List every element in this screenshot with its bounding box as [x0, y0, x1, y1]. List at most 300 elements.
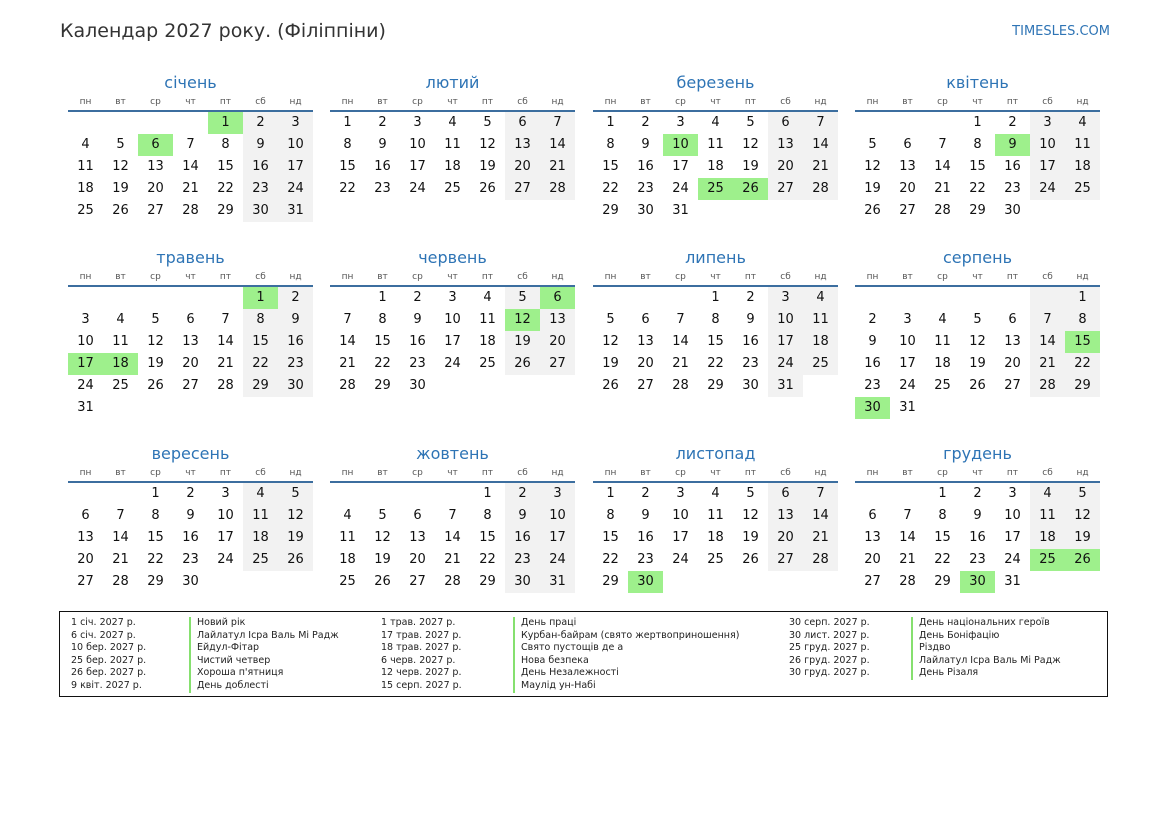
day-cell: 19	[742, 530, 759, 545]
day-cell: 27	[864, 574, 881, 589]
holiday-date: 1 січ. 2027 р.	[71, 617, 136, 628]
day-cell: 10	[672, 508, 689, 523]
day-cell: 5	[868, 137, 877, 152]
day-cell: 9	[505, 505, 540, 527]
day-cell: 18	[479, 334, 496, 349]
month-name: серпень	[943, 248, 1012, 267]
day-cell: 25	[934, 378, 951, 393]
holiday-name: Лайлатул Ісра Валь Мі Радж	[189, 630, 339, 643]
holiday-date: 12 черв. 2027 р.	[381, 667, 462, 679]
day-cell: 25	[803, 353, 838, 375]
day-cell: 28	[112, 574, 129, 589]
empty-cell	[138, 287, 173, 309]
weekday-label: вт	[902, 97, 913, 107]
day-cell: 18	[934, 356, 951, 371]
day-cell: 10	[1004, 508, 1021, 523]
holiday-date: 30 груд. 2027 р.	[789, 667, 870, 679]
day-cell: 18	[243, 527, 278, 549]
day-cell: 27	[147, 203, 164, 218]
legend-dates-column	[381, 617, 462, 693]
day-cell: 16	[742, 334, 759, 349]
day-cell: 19	[602, 356, 619, 371]
day-cell: 23	[505, 549, 540, 571]
legend-dates-column	[789, 617, 870, 680]
day-cell: 15	[374, 334, 391, 349]
day-cell: 24	[672, 181, 689, 196]
day-cell: 4	[1030, 483, 1065, 505]
holiday-name: Маулід ун-Набі	[513, 680, 739, 693]
day-cell: 11	[77, 159, 94, 174]
weekday-label: чт	[185, 97, 196, 107]
day-cell: 19	[969, 356, 986, 371]
day-cell: 9	[746, 312, 755, 327]
weekday-label: пн	[341, 468, 354, 478]
day-cell: 10	[663, 134, 698, 156]
day-cell: 26	[969, 378, 986, 393]
weekday-label: пт	[219, 97, 232, 107]
day-cell: 4	[116, 312, 125, 327]
day-cell: 28	[803, 178, 838, 200]
day-cell: 6	[81, 508, 90, 523]
day-cell: 7	[803, 483, 838, 505]
day-cell: 8	[938, 508, 947, 523]
day-cell: 27	[768, 178, 803, 200]
day-cell: 24	[444, 356, 461, 371]
weekday-label: пт	[1006, 272, 1019, 282]
day-cell: 2	[186, 486, 195, 501]
day-cell: 15	[339, 159, 356, 174]
day-cell: 11	[1030, 505, 1065, 527]
empty-cell	[925, 112, 960, 134]
day-cell: 20	[899, 181, 916, 196]
weekday-label: ср	[675, 272, 686, 282]
day-cell: 15	[243, 331, 278, 353]
day-cell: 1	[208, 112, 243, 134]
day-cell: 25	[1030, 549, 1065, 571]
day-cell: 30	[409, 378, 426, 393]
day-cell: 23	[278, 353, 313, 375]
empty-cell	[960, 287, 995, 309]
day-cell: 8	[1065, 309, 1100, 331]
weekday-label: пт	[219, 468, 232, 478]
holiday-name: Чистий четвер	[189, 655, 339, 668]
day-cell: 17	[540, 527, 575, 549]
day-cell: 24	[899, 378, 916, 393]
day-cell: 17	[217, 530, 234, 545]
day-cell: 7	[343, 312, 352, 327]
day-cell: 17	[899, 356, 916, 371]
day-cell: 23	[742, 356, 759, 371]
day-cell: 4	[803, 287, 838, 309]
day-cell: 30	[637, 203, 654, 218]
weekday-label: пн	[866, 97, 879, 107]
day-cell: 15	[969, 159, 986, 174]
day-cell: 19	[864, 181, 881, 196]
day-cell: 15	[602, 530, 619, 545]
weekday-label: вт	[902, 272, 913, 282]
day-cell: 17	[1004, 530, 1021, 545]
weekday-label: сб	[780, 272, 791, 282]
weekday-label: сб	[517, 468, 528, 478]
day-cell: 31	[278, 200, 313, 222]
weekday-label: чт	[972, 97, 983, 107]
day-cell: 28	[444, 574, 461, 589]
day-cell: 2	[505, 483, 540, 505]
legend-names-column	[189, 617, 339, 693]
day-cell: 20	[768, 527, 803, 549]
day-cell: 19	[147, 356, 164, 371]
day-cell: 6	[768, 112, 803, 134]
day-cell: 19	[112, 181, 129, 196]
day-cell: 23	[969, 552, 986, 567]
weekday-label: пт	[481, 468, 494, 478]
weekday-header	[593, 269, 838, 287]
day-cell: 22	[1065, 353, 1100, 375]
empty-cell	[138, 397, 173, 419]
empty-cell	[103, 397, 138, 419]
day-cell: 16	[864, 356, 881, 371]
day-cell: 30	[742, 378, 759, 393]
weekday-label: пн	[79, 97, 92, 107]
day-cell: 17	[1030, 156, 1065, 178]
day-cell: 9	[243, 134, 278, 156]
day-cell: 22	[969, 181, 986, 196]
day-cell: 4	[711, 115, 720, 130]
day-cell: 12	[112, 159, 129, 174]
weekday-label: пн	[604, 97, 617, 107]
empty-cell	[68, 112, 103, 134]
day-cell: 7	[903, 508, 912, 523]
weekday-header	[855, 269, 1100, 287]
weekday-label: пт	[481, 272, 494, 282]
day-cell: 24	[1030, 178, 1065, 200]
day-cell: 16	[409, 334, 426, 349]
day-cell: 25	[698, 178, 733, 200]
empty-cell	[1030, 200, 1065, 222]
day-cell: 24	[540, 549, 575, 571]
day-cell: 2	[973, 486, 982, 501]
day-cell: 2	[1008, 115, 1017, 130]
weekday-header	[855, 94, 1100, 112]
legend-names-column	[513, 617, 739, 693]
day-cell: 27	[77, 574, 94, 589]
day-cell: 7	[1030, 309, 1065, 331]
day-cell: 16	[505, 527, 540, 549]
day-cell: 26	[278, 549, 313, 571]
weekday-label: нд	[814, 97, 827, 107]
day-cell: 13	[182, 334, 199, 349]
day-cell: 5	[606, 312, 615, 327]
day-cell: 5	[746, 486, 755, 501]
day-cell: 14	[803, 505, 838, 527]
day-cell: 6	[903, 137, 912, 152]
day-cell: 12	[374, 530, 391, 545]
empty-cell	[208, 397, 243, 419]
empty-cell	[1065, 397, 1100, 419]
holiday-date: 10 бер. 2027 р.	[71, 642, 147, 654]
day-cell: 24	[77, 378, 94, 393]
empty-cell	[68, 287, 103, 309]
day-cell: 31	[899, 400, 916, 415]
day-cell: 4	[448, 115, 457, 130]
day-cell: 25	[479, 356, 496, 371]
day-cell: 12	[278, 505, 313, 527]
empty-cell	[330, 287, 365, 309]
weekday-label: сб	[1042, 468, 1053, 478]
weekday-label: пн	[604, 272, 617, 282]
day-cell: 11	[112, 334, 129, 349]
day-cell: 25	[77, 203, 94, 218]
day-cell: 26	[733, 178, 768, 200]
day-cell: 13	[540, 309, 575, 331]
weekday-label: пт	[1006, 97, 1019, 107]
month-6	[330, 247, 575, 397]
day-cell: 13	[899, 159, 916, 174]
empty-cell	[855, 112, 890, 134]
days-grid	[330, 112, 575, 200]
day-cell: 26	[602, 378, 619, 393]
holiday-date: 17 трав. 2027 р.	[381, 629, 462, 641]
empty-cell	[890, 112, 925, 134]
empty-cell	[593, 287, 628, 309]
day-cell: 6	[1008, 312, 1017, 327]
page-title: Календар 2027 року. (Філіппіни)	[60, 20, 386, 42]
weekday-label: нд	[814, 272, 827, 282]
day-cell: 15	[934, 530, 951, 545]
day-cell: 28	[1030, 375, 1065, 397]
day-cell: 31	[768, 375, 803, 397]
day-cell: 18	[707, 530, 724, 545]
day-cell: 8	[221, 137, 230, 152]
day-cell: 20	[77, 552, 94, 567]
weekday-label: сб	[1042, 272, 1053, 282]
day-cell: 27	[182, 378, 199, 393]
day-cell: 22	[602, 181, 619, 196]
days-grid	[593, 483, 838, 593]
day-cell: 20	[505, 156, 540, 178]
empty-cell	[698, 200, 733, 222]
month-name: квітень	[946, 73, 1009, 92]
day-cell: 14	[217, 334, 234, 349]
day-cell: 23	[243, 178, 278, 200]
day-cell: 26	[112, 203, 129, 218]
day-cell: 7	[221, 312, 230, 327]
weekday-label: нд	[289, 97, 302, 107]
weekday-label: сб	[517, 97, 528, 107]
day-cell: 11	[1065, 134, 1100, 156]
day-cell: 25	[707, 552, 724, 567]
weekday-label: сб	[255, 97, 266, 107]
holiday-name: Різдво	[911, 642, 1061, 655]
empty-cell	[278, 571, 313, 593]
day-cell: 8	[151, 508, 160, 523]
day-cell: 21	[803, 527, 838, 549]
day-cell: 1	[606, 115, 615, 130]
day-cell: 21	[444, 552, 461, 567]
days-grid	[68, 483, 313, 593]
day-cell: 24	[409, 181, 426, 196]
day-cell: 31	[540, 571, 575, 593]
month-5	[68, 247, 313, 419]
day-cell: 19	[278, 527, 313, 549]
day-cell: 13	[77, 530, 94, 545]
day-cell: 17	[68, 353, 103, 375]
day-cell: 10	[217, 508, 234, 523]
day-cell: 11	[444, 137, 461, 152]
day-cell: 11	[803, 309, 838, 331]
day-cell: 9	[413, 312, 422, 327]
days-grid	[68, 287, 313, 419]
day-cell: 22	[147, 552, 164, 567]
empty-cell	[1065, 200, 1100, 222]
month-9	[68, 443, 313, 593]
day-cell: 29	[374, 378, 391, 393]
empty-cell	[803, 375, 838, 397]
empty-cell	[698, 571, 733, 593]
weekday-label: вт	[377, 468, 388, 478]
day-cell: 11	[339, 530, 356, 545]
day-cell: 13	[768, 134, 803, 156]
day-cell: 4	[938, 312, 947, 327]
day-cell: 19	[505, 331, 540, 353]
holiday-name: Новий рік	[189, 617, 339, 630]
day-cell: 16	[243, 156, 278, 178]
day-cell: 22	[934, 552, 951, 567]
day-cell: 11	[479, 312, 496, 327]
day-cell: 14	[182, 159, 199, 174]
day-cell: 4	[343, 508, 352, 523]
month-4	[855, 72, 1100, 222]
day-cell: 29	[243, 375, 278, 397]
weekday-label: пн	[604, 468, 617, 478]
day-cell: 22	[217, 181, 234, 196]
weekday-label: пт	[481, 97, 494, 107]
holiday-date: 6 січ. 2027 р.	[71, 629, 136, 641]
day-cell: 31	[77, 400, 94, 415]
weekday-label: сб	[255, 468, 266, 478]
empty-cell	[855, 483, 890, 505]
weekday-header	[855, 465, 1100, 483]
day-cell: 5	[746, 115, 755, 130]
weekday-label: нд	[814, 468, 827, 478]
day-cell: 9	[378, 137, 387, 152]
empty-cell	[1030, 397, 1065, 419]
day-cell: 29	[602, 203, 619, 218]
empty-cell	[628, 287, 663, 309]
weekday-label: чт	[185, 468, 196, 478]
day-cell: 27	[505, 178, 540, 200]
day-cell: 20	[1004, 356, 1021, 371]
empty-cell	[243, 571, 278, 593]
day-cell: 8	[606, 508, 615, 523]
day-cell: 8	[973, 137, 982, 152]
day-cell: 14	[1030, 331, 1065, 353]
holiday-date: 1 трав. 2027 р.	[381, 617, 456, 628]
day-cell: 7	[448, 508, 457, 523]
weekday-label: чт	[710, 97, 721, 107]
day-cell: 16	[1004, 159, 1021, 174]
weekday-label: чт	[710, 468, 721, 478]
day-cell: 6	[138, 134, 173, 156]
day-cell: 5	[505, 287, 540, 309]
day-cell: 18	[339, 552, 356, 567]
weekday-label: нд	[289, 272, 302, 282]
day-cell: 15	[707, 334, 724, 349]
day-cell: 8	[606, 137, 615, 152]
day-cell: 17	[672, 530, 689, 545]
day-cell: 1	[243, 287, 278, 309]
empty-cell	[663, 287, 698, 309]
day-cell: 12	[1065, 505, 1100, 527]
day-cell: 28	[182, 203, 199, 218]
weekday-label: сб	[1042, 97, 1053, 107]
day-cell: 7	[186, 137, 195, 152]
day-cell: 28	[934, 203, 951, 218]
day-cell: 27	[1004, 378, 1021, 393]
weekday-label: сб	[255, 272, 266, 282]
day-cell: 4	[1065, 112, 1100, 134]
day-cell: 16	[374, 159, 391, 174]
day-cell: 22	[707, 356, 724, 371]
weekday-label: чт	[447, 97, 458, 107]
month-name: червень	[418, 248, 487, 267]
empty-cell	[173, 397, 208, 419]
empty-cell	[278, 397, 313, 419]
holiday-name: Хороша п'ятниця	[189, 667, 339, 680]
weekday-label: ср	[150, 97, 161, 107]
empty-cell	[435, 375, 470, 397]
day-cell: 3	[1008, 486, 1017, 501]
day-cell: 18	[707, 159, 724, 174]
weekday-label: нд	[289, 468, 302, 478]
day-cell: 15	[147, 530, 164, 545]
holiday-name: Свято пустощів де а	[513, 642, 739, 655]
weekday-label: нд	[1076, 272, 1089, 282]
day-cell: 22	[374, 356, 391, 371]
month-2	[330, 72, 575, 200]
day-cell: 22	[602, 552, 619, 567]
day-cell: 8	[343, 137, 352, 152]
month-3	[593, 72, 838, 222]
day-cell: 16	[637, 530, 654, 545]
day-cell: 1	[711, 290, 720, 305]
weekday-label: пн	[866, 272, 879, 282]
day-cell: 13	[505, 134, 540, 156]
day-cell: 18	[77, 181, 94, 196]
weekday-label: ср	[412, 468, 423, 478]
day-cell: 21	[899, 552, 916, 567]
month-name: березень	[676, 73, 755, 92]
day-cell: 20	[540, 331, 575, 353]
days-grid	[593, 112, 838, 222]
day-cell: 29	[707, 378, 724, 393]
site-link[interactable]: TIMESLES.COM	[1012, 24, 1110, 39]
day-cell: 30	[243, 200, 278, 222]
day-cell: 9	[641, 508, 650, 523]
day-cell: 19	[742, 159, 759, 174]
empty-cell	[960, 397, 995, 419]
day-cell: 26	[742, 552, 759, 567]
day-cell: 16	[969, 530, 986, 545]
month-7	[593, 247, 838, 397]
weekday-label: пн	[79, 272, 92, 282]
weekday-header	[330, 269, 575, 287]
day-cell: 22	[479, 552, 496, 567]
empty-cell	[803, 571, 838, 593]
weekday-label: пн	[341, 97, 354, 107]
month-8	[855, 247, 1100, 419]
month-name: листопад	[675, 444, 756, 463]
